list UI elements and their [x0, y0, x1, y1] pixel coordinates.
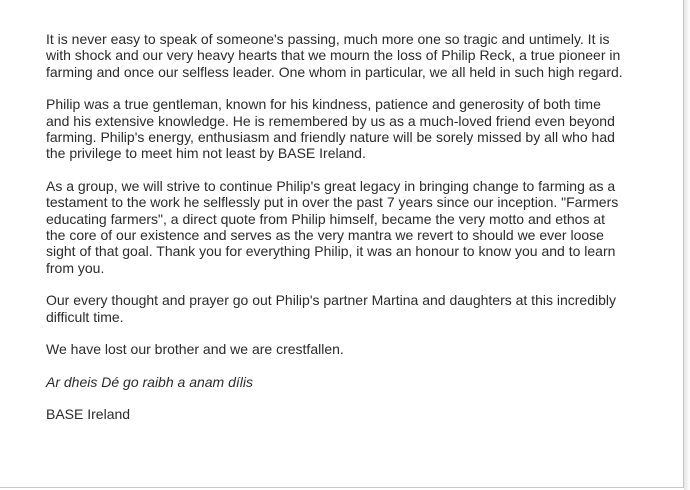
paragraph-thoughts-and-prayers: Our every thought and prayer go out Philip's partner Martina and daughters at this incredibly difficult time. [46, 292, 616, 325]
letter-body [46, 31, 626, 438]
paragraph-legacy: As a group, we will strive to continue Philip's great legacy in bringing change to farming as a testament to the work he selflessly put in over the past 7 years since our inception. "Farmers educating farmers", a direct quote from Philip himself, became the very motto and ethos at the core of our existence and serves as the very mantra we revert to should we ever loose sight of that goal. Thank you for everything Philip, it was an honour to know you and to learn from you. [46, 177, 619, 276]
page-edge-shadow [684, 0, 690, 490]
irish-blessing: Ar dheis Dé go raibh a anam dílis [46, 373, 253, 390]
signature: BASE Ireland [46, 405, 131, 422]
paragraph-crestfallen: We have lost our brother and we are crestfallen. [46, 341, 344, 358]
paragraph-condolence-opening: It is never easy to speak of someone's passing, much more one so tragic and untimely. It is with shock and our very heavy hearts that we mourn the loss of Philip Reck, a true pioneer in farming and once our selfless leader. One whom in particular, we all held in such high regard. [46, 31, 623, 80]
paragraph-tribute: Philip was a true gentleman, known for his kindness, patience and generosity of both time and his extensive knowledge. He is remembered by us as a much-loved friend even beyond farming. Philip's energy, enthusiasm and friendly nature will be sorely missed by all who had the privilege to meet him not least by BASE Ireland. [46, 96, 615, 162]
